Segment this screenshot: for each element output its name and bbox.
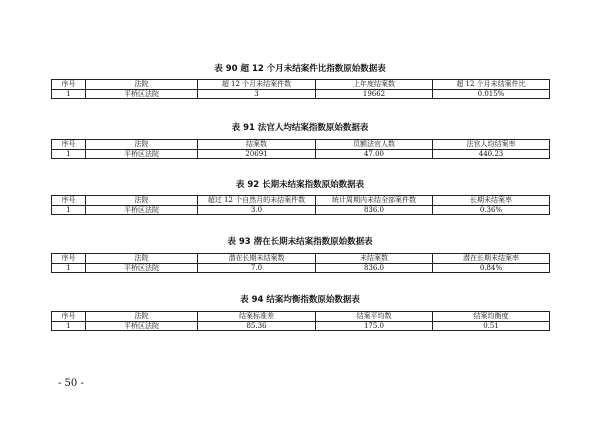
table-caption: 表 93 潜在长期未结案指数原始数据表	[227, 237, 373, 247]
table-cell: 1	[52, 205, 86, 215]
table-cell: 平桥区法院	[86, 263, 198, 273]
header-cell: 统计周期内未结全部案件数	[316, 196, 433, 206]
table-cell: 836.0	[316, 263, 433, 273]
table-94	[51, 311, 550, 331]
table-cell: 47.00	[316, 149, 433, 159]
table-cell: 0.36%	[433, 205, 550, 215]
table-cell: 440.23	[433, 149, 550, 159]
header-cell: 未结案数	[316, 254, 433, 264]
table-cell: 1	[52, 321, 86, 331]
header-cell: 结案标准差	[198, 312, 316, 322]
header-cell: 结案数	[198, 140, 316, 150]
header-cell: 超过 12 个自然月的未结案件数	[198, 196, 316, 206]
header-cell: 长期未结案率	[433, 196, 550, 206]
table-row	[52, 263, 550, 273]
table-cell: 0.015%	[433, 89, 550, 99]
table-92-block	[0, 179, 600, 191]
table-header-row	[52, 196, 550, 206]
table-cell: 1	[52, 149, 86, 159]
header-cell: 法院	[86, 196, 198, 206]
table-cell: 85.36	[198, 321, 316, 331]
table-header-row	[52, 312, 550, 322]
table-cell: 平桥区法院	[86, 321, 198, 331]
header-cell: 序号	[52, 196, 86, 206]
table-cell: 平桥区法院	[86, 149, 198, 159]
header-cell: 法院	[86, 312, 198, 322]
table-row	[52, 149, 550, 159]
table-92	[51, 195, 550, 215]
table-cell: 1	[52, 89, 86, 99]
table-cell: 0.51	[433, 321, 550, 331]
table-cell: 836.0	[316, 205, 433, 215]
header-cell: 法官人均结案率	[433, 140, 550, 150]
table-cell: 3.0	[198, 205, 316, 215]
table-caption: 表 91 法官人均结案指数原始数据表	[231, 123, 369, 133]
table-row	[52, 205, 550, 215]
page-number: - 50 -	[58, 378, 84, 389]
header-cell: 序号	[52, 312, 86, 322]
table-cell: 19662	[316, 89, 433, 99]
header-cell: 结案均衡度	[433, 312, 550, 322]
header-cell: 法院	[86, 254, 198, 264]
table-header-row	[52, 140, 550, 150]
header-cell: 结案平均数	[316, 312, 433, 322]
table-94-block	[0, 294, 600, 306]
table-row	[52, 89, 550, 99]
table-cell: 平桥区法院	[86, 205, 198, 215]
header-cell: 序号	[52, 80, 86, 90]
header-cell: 法院	[86, 80, 198, 90]
table-93	[51, 253, 550, 273]
header-cell: 潜在长期未结案数	[198, 254, 316, 264]
header-cell: 法院	[86, 140, 198, 150]
header-cell: 超 12 个月未结案件比	[433, 80, 550, 90]
table-caption: 表 94 结案均衡指数原始数据表	[240, 295, 360, 305]
header-cell: 超 12 个月未结案件数	[198, 80, 316, 90]
table-cell: 0.84%	[433, 263, 550, 273]
table-cell: 1	[52, 263, 86, 273]
table-row	[52, 321, 550, 331]
header-cell: 上年度结案数	[316, 80, 433, 90]
table-header-row	[52, 254, 550, 264]
table-cell: 3	[198, 89, 316, 99]
table-caption: 表 90 超 12 个月未结案件比指数原始数据表	[214, 64, 386, 74]
table-cell: 7.0	[198, 263, 316, 273]
header-cell: 员额法官人数	[316, 140, 433, 150]
table-header-row	[52, 80, 550, 90]
table-caption: 表 92 长期未结案指数原始数据表	[235, 180, 365, 190]
header-cell: 序号	[52, 254, 86, 264]
table-cell: 平桥区法院	[86, 89, 198, 99]
header-cell: 潜在长期未结案率	[433, 254, 550, 264]
table-90-block	[0, 63, 600, 75]
table-91-block	[0, 122, 600, 134]
table-91	[51, 139, 550, 159]
table-cell: 175.0	[316, 321, 433, 331]
table-93-block	[0, 236, 600, 248]
table-cell: 20691	[198, 149, 316, 159]
header-cell: 序号	[52, 140, 86, 150]
table-90	[51, 79, 550, 99]
